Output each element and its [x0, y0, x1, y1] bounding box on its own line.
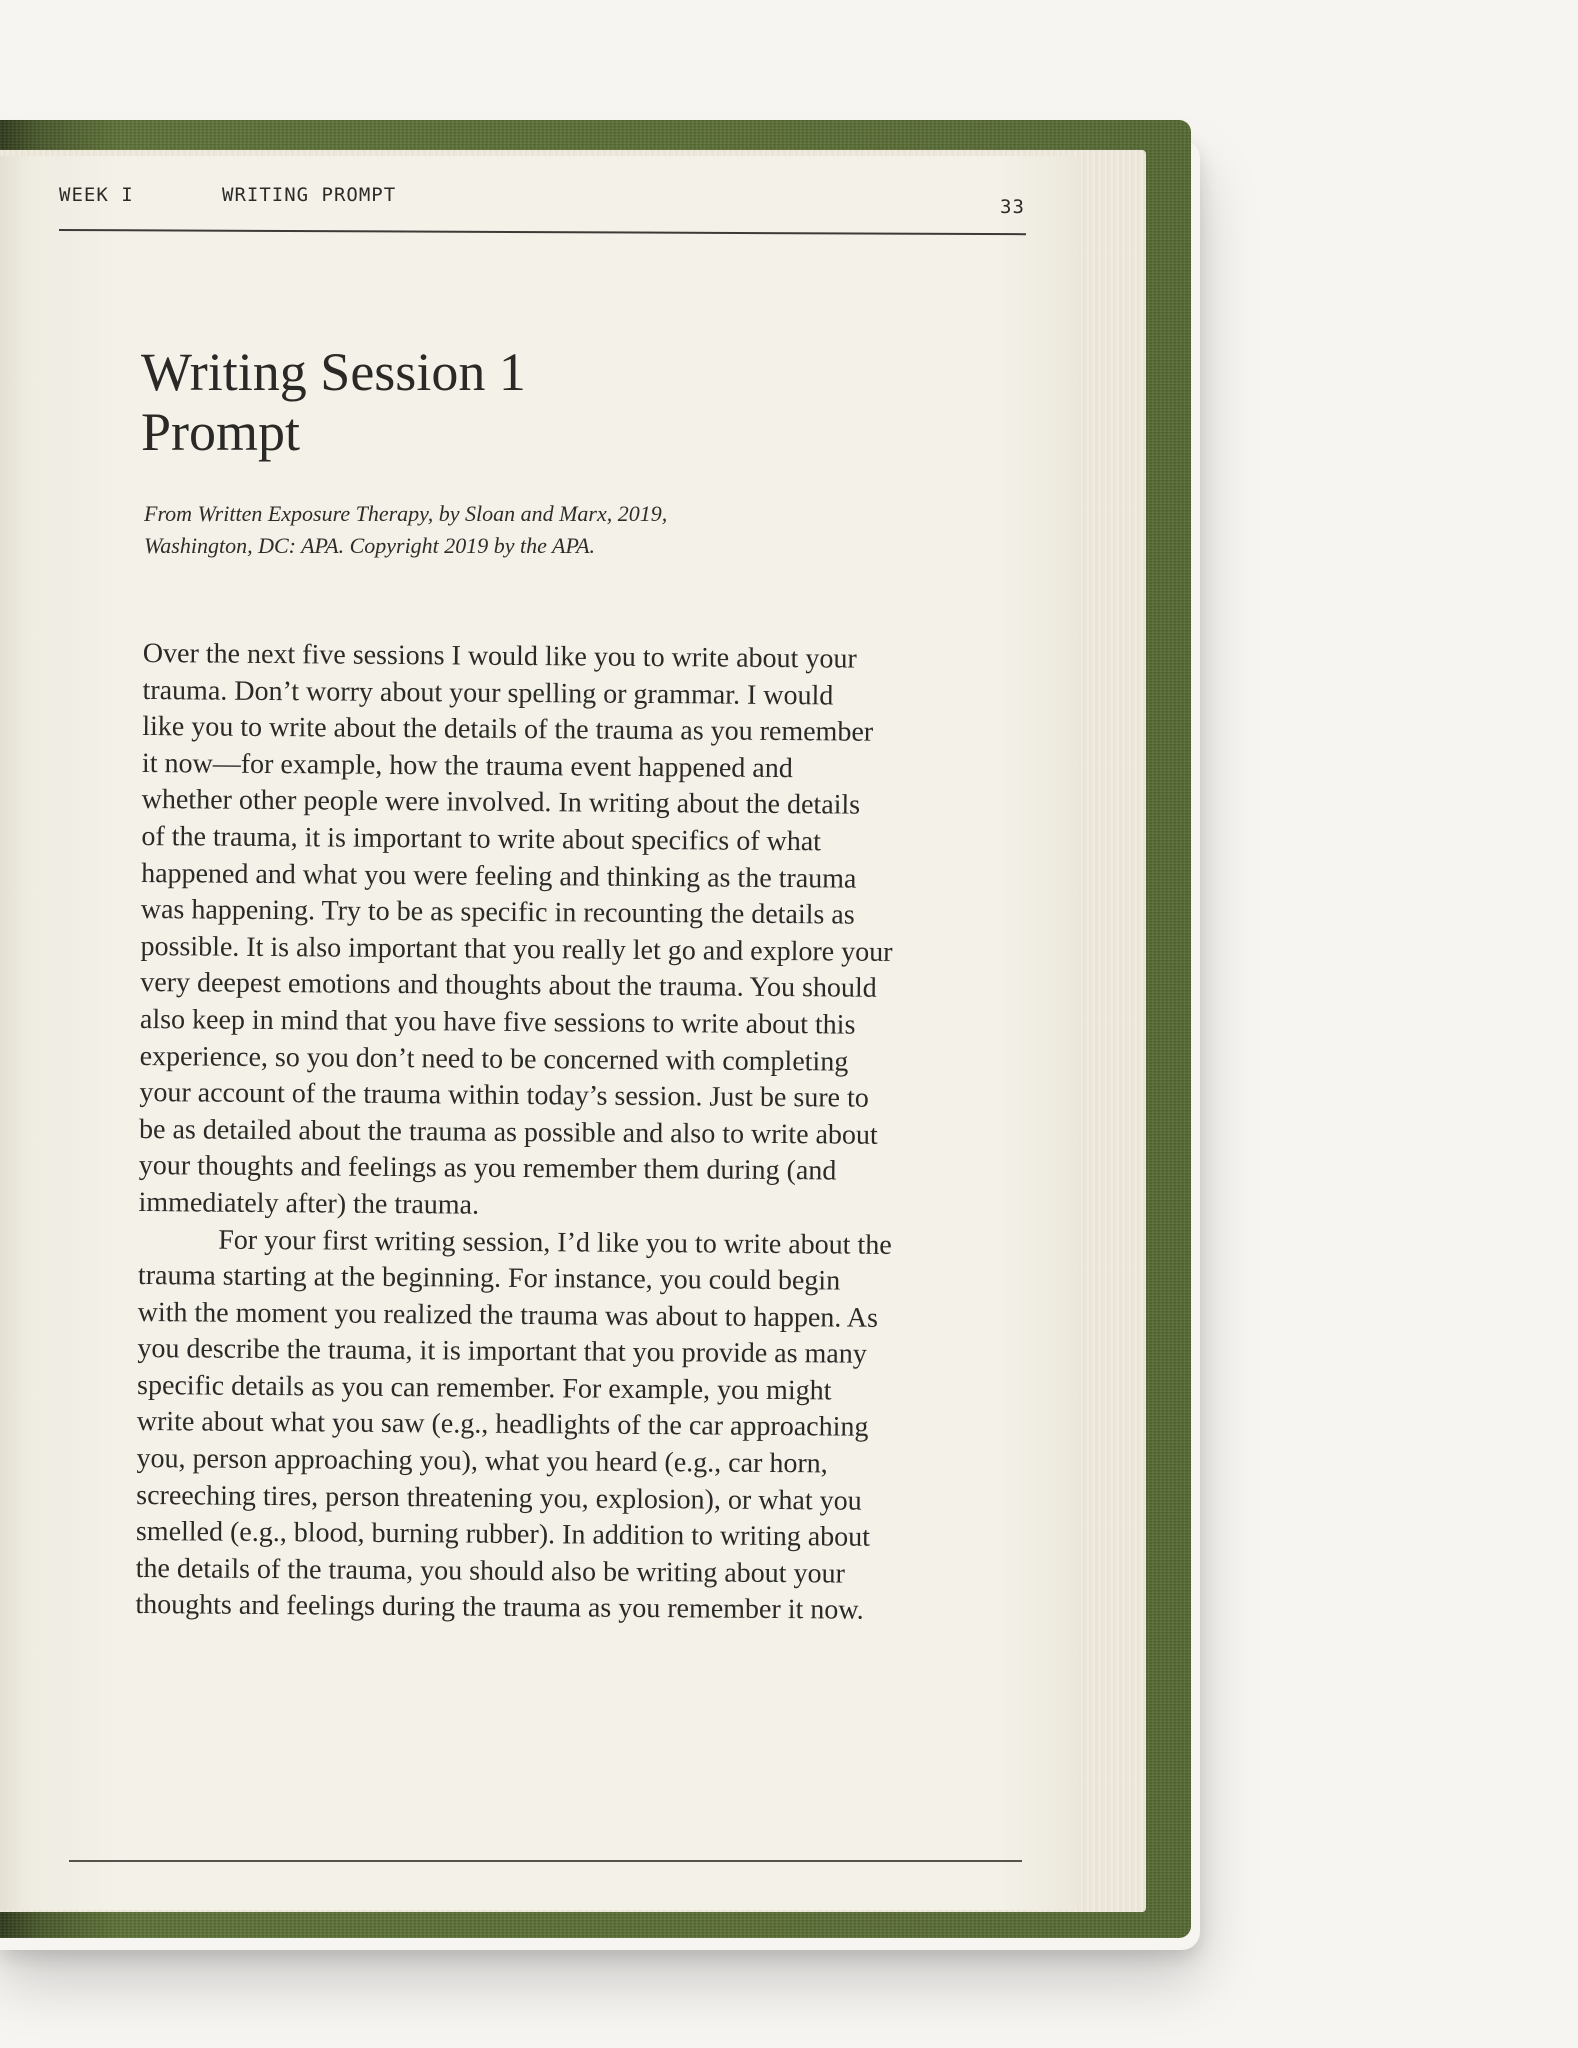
footer-rule: [69, 1860, 1022, 1862]
text-line: you describe the trauma, it is important that you provide as many: [137, 1333, 867, 1370]
text-line: screeching tires, person threatening you, explosion), or what you: [136, 1479, 862, 1517]
body-text: [135, 636, 943, 1630]
text-line: For your first writing session, I’d like you to write about the: [218, 1224, 892, 1261]
text-line: your thoughts and feelings as you remember them during (and: [138, 1150, 837, 1187]
text-line: immediately after) the trauma.: [138, 1186, 480, 1221]
text-line: experience, so you don’t need to be concerned with completing: [139, 1040, 849, 1078]
source-line: From Written Exposure Therapy, by Sloan and Marx, 2019,: [144, 501, 668, 526]
text-line: it now—for example, how the trauma event happened and: [141, 747, 793, 784]
page-title: [141, 342, 841, 462]
text-line: the details of the trauma, you should also be writing about your: [135, 1552, 845, 1590]
text-line: specific details as you can remember. For example, you might: [136, 1369, 832, 1407]
text-line: whether other people were involved. In writing about the details: [141, 784, 861, 822]
text-line: thoughts and feelings during the trauma as you remember it now.: [135, 1589, 864, 1627]
title-line: Writing Session 1: [141, 342, 526, 402]
text-line: be as detailed about the trauma as possible and also to write about: [139, 1113, 878, 1151]
text-line: very deepest emotions and thoughts about the trauma. You should: [140, 967, 877, 1005]
running-head-week: WEEK I: [59, 184, 134, 206]
text-line: your account of the trauma within today’s session. Just be sure to: [139, 1077, 869, 1114]
text-line: possible. It is also important that you really let go and explore your: [140, 930, 893, 968]
paragraph-2: [135, 1221, 938, 1630]
source-citation: [144, 498, 764, 562]
text-line: with the moment you realized the trauma was about to happen. As: [137, 1296, 879, 1334]
text-line: happened and what you were feeling and thinking as the trauma: [141, 857, 857, 895]
text-line: Over the next five sessions I would like you to write about your: [142, 637, 857, 675]
text-line: was happening. Try to be as specific in recounting the details as: [140, 894, 855, 931]
text-line: write about what you saw (e.g., headlights of the car approaching: [136, 1406, 869, 1444]
text-line: smelled (e.g., blood, burning rubber). In addition to writing about: [135, 1516, 871, 1553]
title-line: Prompt: [141, 402, 301, 462]
text-line: of the trauma, it is important to write about specifics of what: [141, 820, 822, 858]
source-line: Washington, DC: APA. Copyright 2019 by the APA.: [144, 533, 596, 558]
page-number: 33: [1000, 196, 1025, 218]
text-line: trauma starting at the beginning. For instance, you could begin: [137, 1260, 841, 1297]
text-line: also keep in mind that you have five sessions to write about this: [139, 1003, 856, 1041]
text-line: you, person approaching you), what you heard (e.g., car horn,: [136, 1443, 828, 1480]
text-line: trauma. Don’t worry about your spelling or grammar. I would: [142, 674, 834, 712]
running-head-section: WRITING PROMPT: [222, 184, 397, 206]
paragraph-1: [138, 636, 943, 1228]
text-line: like you to write about the details of the trauma as you remember: [142, 711, 874, 748]
